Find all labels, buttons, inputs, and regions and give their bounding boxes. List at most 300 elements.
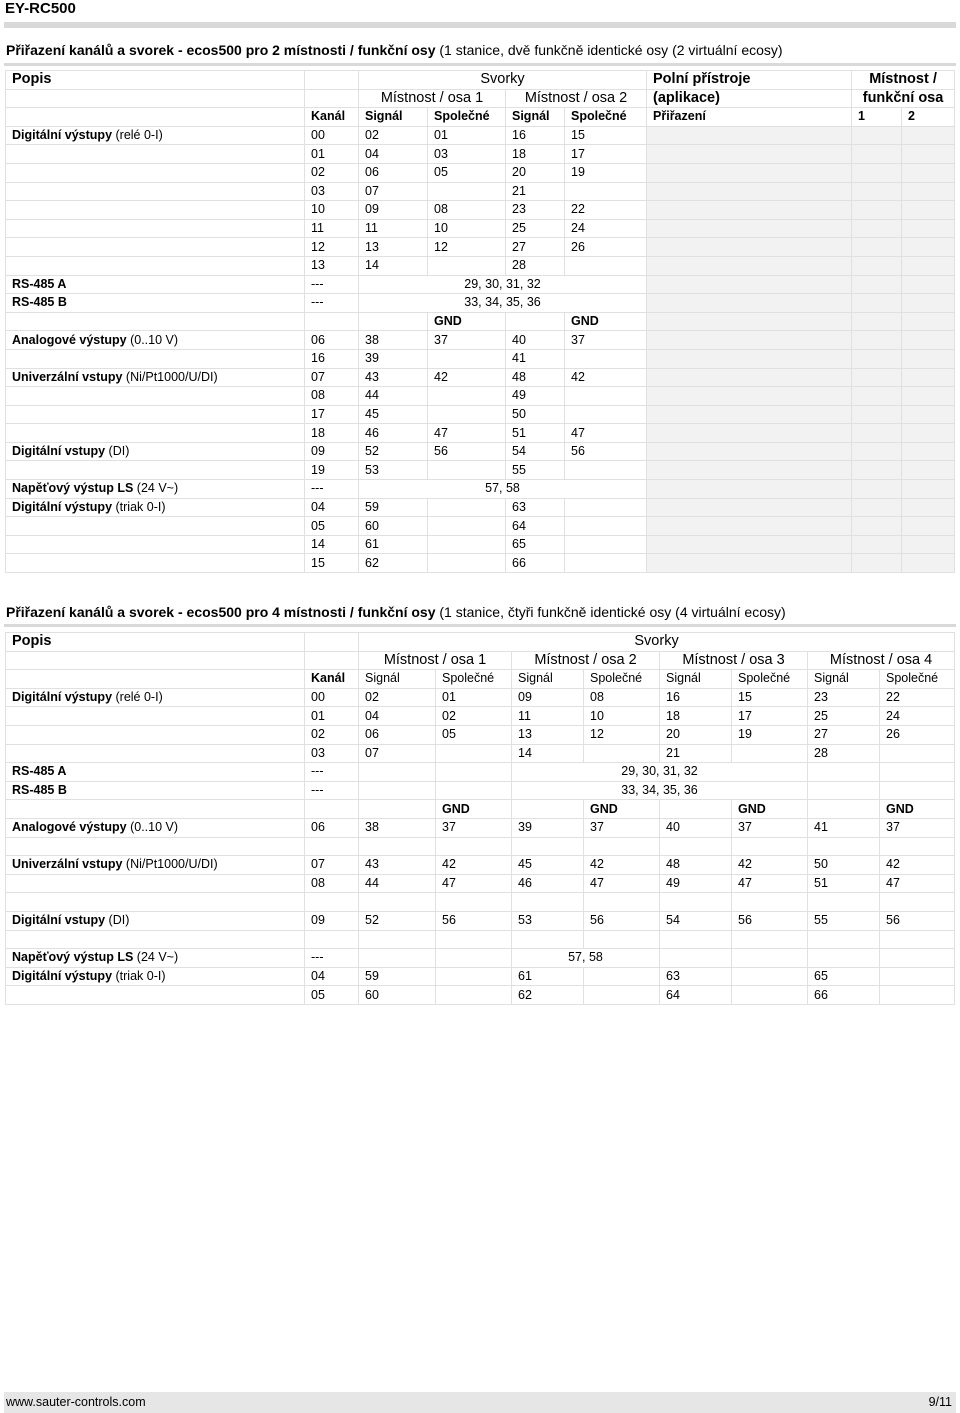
table-cell: [902, 256, 955, 275]
table-cell: 39: [512, 818, 584, 837]
table-cell: 07: [305, 856, 359, 875]
table-cell: [428, 387, 506, 406]
table-row: [6, 275, 955, 294]
table-cell: 12: [584, 725, 660, 744]
table-row: [6, 893, 955, 912]
row-label-main: Univerzální vstupy: [12, 857, 123, 872]
table-cell: 09: [305, 911, 359, 930]
table-cell: 08: [305, 874, 359, 893]
table-cell: 33, 34, 35, 36: [512, 781, 808, 800]
table-row: [6, 949, 955, 968]
table-cell: 56: [565, 442, 647, 461]
row-label: RS-485 A: [6, 275, 305, 294]
table-cell: 52: [359, 911, 436, 930]
row-label-detail: (relé 0-I): [112, 128, 163, 143]
table-cell: [852, 219, 902, 238]
table-row: [6, 554, 955, 573]
section2-title: Přiřazení kanálů a svorek - ecos500 pro 4 místnosti / funkční osy (1 stanice, čtyři funkčně identické osy (4 virtuální ecosy): [6, 604, 786, 620]
room1-header: Místnost / osa 1: [359, 89, 506, 108]
room1-header: Místnost / osa 1: [359, 651, 512, 670]
col-kanal: Kanál: [305, 108, 359, 127]
table-cell: 18: [506, 145, 565, 164]
table-cell: [647, 275, 852, 294]
table-cell: [808, 837, 880, 856]
row-label-main: Digitální výstupy: [12, 499, 113, 514]
table-cell: 43: [359, 368, 428, 387]
table-cell: 05: [436, 725, 512, 744]
col-signal: Signál: [512, 670, 584, 689]
table-row: [6, 535, 955, 554]
table-cell: [852, 498, 902, 517]
table-cell: 56: [436, 911, 512, 930]
table-cell: [852, 163, 902, 182]
table-cell: [6, 651, 305, 670]
table-cell: [647, 535, 852, 554]
footer-page-number: 9/11: [928, 1395, 952, 1409]
row-label-main: Digitální výstupy: [12, 128, 113, 143]
table-cell: [565, 182, 647, 201]
table-row: [6, 725, 955, 744]
table-cell: 06: [305, 331, 359, 350]
table-cell: 63: [660, 967, 732, 986]
table-cell: [565, 349, 647, 368]
table-cell: [359, 893, 436, 912]
table-cell: [565, 387, 647, 406]
gnd-label: GND: [584, 800, 660, 819]
header-row: [6, 633, 955, 652]
table-cell: 44: [359, 387, 428, 406]
row-label-detail: (24 V~): [133, 950, 179, 965]
table-cell: 42: [565, 368, 647, 387]
table-cell: 04: [359, 145, 428, 164]
section2-rule: [4, 624, 956, 627]
table-cell: [852, 424, 902, 443]
col-popis-header: Popis: [6, 633, 305, 652]
table-cell: [305, 651, 359, 670]
table-cell: [647, 312, 852, 331]
table-cell: 47: [880, 874, 955, 893]
col-spolecne: Společné: [880, 670, 955, 689]
table-cell: 60: [359, 517, 428, 536]
table-cell: 23: [808, 688, 880, 707]
row-label-detail: (24 V~): [133, 481, 179, 496]
table-cell: 14: [359, 256, 428, 275]
table-cell: 00: [305, 688, 359, 707]
table-cell: [808, 949, 880, 968]
row-label: [6, 498, 305, 517]
table-cell: 16: [660, 688, 732, 707]
table-cell: 28: [808, 744, 880, 763]
table-cell: 64: [660, 986, 732, 1005]
table-cell: 10: [305, 201, 359, 220]
table-cell: 52: [359, 442, 428, 461]
table-row: [6, 688, 955, 707]
table-cell: [852, 331, 902, 350]
table-cell: [902, 201, 955, 220]
row-label: [6, 442, 305, 461]
table-row: [6, 442, 955, 461]
table-cell: [6, 312, 305, 331]
col-kanal: Kanál: [305, 670, 359, 689]
table-cell: [6, 670, 305, 689]
table-cell: [6, 837, 305, 856]
table-cell: [880, 986, 955, 1005]
col-2: 2: [902, 108, 955, 127]
table-cell: 27: [506, 238, 565, 257]
row-label: [6, 461, 305, 480]
table-cell: 07: [359, 744, 436, 763]
table-cell: 08: [305, 387, 359, 406]
table-cell: 53: [512, 911, 584, 930]
table-cell: [584, 986, 660, 1005]
row-label-detail: (DI): [105, 444, 130, 459]
table-row: [6, 911, 955, 930]
table-cell: [852, 442, 902, 461]
table-cell: 51: [808, 874, 880, 893]
table-cell: [436, 930, 512, 949]
row-label: [6, 744, 305, 763]
table-cell: 27: [808, 725, 880, 744]
table-cell: 41: [506, 349, 565, 368]
table-cell: [852, 238, 902, 257]
table-cell: [512, 930, 584, 949]
table-2-rooms: [5, 70, 955, 573]
table-cell: [584, 967, 660, 986]
row-label-main: Napěťový výstup LS: [12, 950, 134, 965]
table-cell: [808, 930, 880, 949]
table-cell: [428, 498, 506, 517]
table-cell: 11: [359, 219, 428, 238]
table-cell: 45: [359, 405, 428, 424]
table-cell: [852, 405, 902, 424]
table-cell: 03: [305, 182, 359, 201]
header-row: [6, 651, 955, 670]
table-cell: 01: [305, 145, 359, 164]
table-cell: [852, 387, 902, 406]
table-cell: 02: [305, 725, 359, 744]
table-cell: [359, 781, 436, 800]
table-cell: [880, 949, 955, 968]
row-label: [6, 517, 305, 536]
row-label-detail: (Ni/Pt1000/U/DI): [122, 369, 218, 384]
table-cell: 16: [305, 349, 359, 368]
table-row: [6, 201, 955, 220]
table-cell: 11: [305, 219, 359, 238]
table-cell: 20: [660, 725, 732, 744]
table-cell: [880, 744, 955, 763]
row-label: [6, 911, 305, 930]
table-cell: 40: [660, 818, 732, 837]
table-cell: 10: [584, 707, 660, 726]
table-cell: [808, 763, 880, 782]
table-cell: 62: [359, 554, 428, 573]
table-cell: [647, 442, 852, 461]
table-cell: [880, 763, 955, 782]
table-cell: [428, 461, 506, 480]
table-cell: 16: [506, 126, 565, 145]
table-cell: 47: [436, 874, 512, 893]
col-spolecne: Společné: [584, 670, 660, 689]
table-cell: 19: [565, 163, 647, 182]
row-label-detail: (triak 0-I): [112, 968, 166, 983]
table-cell: 21: [506, 182, 565, 201]
table-cell: 56: [880, 911, 955, 930]
table-row: [6, 349, 955, 368]
table-cell: 14: [305, 535, 359, 554]
table-cell: [428, 182, 506, 201]
table-cell: 17: [565, 145, 647, 164]
row-label: [6, 424, 305, 443]
table-row: [6, 387, 955, 406]
room3-header: Místnost / osa 3: [660, 651, 808, 670]
table-cell: [305, 893, 359, 912]
table-cell: 46: [512, 874, 584, 893]
table-cell: 61: [359, 535, 428, 554]
table-cell: [647, 163, 852, 182]
table-cell: 37: [436, 818, 512, 837]
table-cell: [359, 312, 428, 331]
table-cell: ---: [305, 781, 359, 800]
table-cell: 54: [506, 442, 565, 461]
table-row: [6, 837, 955, 856]
table-cell: 06: [359, 725, 436, 744]
table-row: [6, 781, 955, 800]
section1-title: Přiřazení kanálů a svorek - ecos500 pro 2 místnosti / funkční osy (1 stanice, dvě funkčně identické osy (2 virtuální ecosy): [6, 42, 783, 58]
table-row: [6, 517, 955, 536]
table-cell: ---: [305, 275, 359, 294]
table-cell: [660, 800, 732, 819]
table-cell: 47: [584, 874, 660, 893]
table-cell: 06: [359, 163, 428, 182]
table-row: [6, 461, 955, 480]
row-label: [6, 818, 305, 837]
row-label: [6, 405, 305, 424]
table-cell: 55: [506, 461, 565, 480]
row-label: RS-485 B: [6, 294, 305, 313]
header-row: [6, 71, 955, 90]
table-cell: 04: [305, 967, 359, 986]
table-cell: [732, 930, 808, 949]
col-signal: Signál: [359, 670, 436, 689]
table-cell: [6, 893, 305, 912]
row-label: RS-485 A: [6, 763, 305, 782]
table-cell: 49: [506, 387, 565, 406]
row-label: [6, 201, 305, 220]
table-cell: [565, 405, 647, 424]
table-row: [6, 126, 955, 145]
table-cell: 47: [565, 424, 647, 443]
table-cell: ---: [305, 294, 359, 313]
table-row: [6, 707, 955, 726]
table-cell: [359, 763, 436, 782]
col-spolecne: Společné: [565, 108, 647, 127]
table-cell: [305, 89, 359, 108]
col-assign-header-2: funkční osa: [852, 89, 955, 108]
table-cell: [732, 893, 808, 912]
table-cell: [732, 744, 808, 763]
table-cell: 01: [305, 707, 359, 726]
table-cell: 47: [428, 424, 506, 443]
table-cell: 21: [660, 744, 732, 763]
col-signal: Signál: [506, 108, 565, 127]
table-cell: [565, 554, 647, 573]
table-cell: [902, 424, 955, 443]
table-cell: 59: [359, 498, 428, 517]
table-cell: ---: [305, 763, 359, 782]
row-label: [6, 986, 305, 1005]
table-cell: 62: [512, 986, 584, 1005]
table-cell: [902, 387, 955, 406]
table-row: [6, 498, 955, 517]
table-cell: 11: [512, 707, 584, 726]
room4-header: Místnost / osa 4: [808, 651, 955, 670]
table-cell: [852, 349, 902, 368]
table-cell: 26: [880, 725, 955, 744]
table-cell: [852, 368, 902, 387]
table-cell: 37: [584, 818, 660, 837]
row-label: [6, 368, 305, 387]
table-cell: [902, 368, 955, 387]
header-row: [6, 108, 955, 127]
table-row: [6, 967, 955, 986]
row-label: [6, 182, 305, 201]
table-cell: 12: [428, 238, 506, 257]
table-cell: 22: [565, 201, 647, 220]
table-cell: [359, 949, 436, 968]
table-cell: [852, 480, 902, 499]
table-cell: 54: [660, 911, 732, 930]
table-cell: [852, 294, 902, 313]
table-row: [6, 256, 955, 275]
table-cell: [584, 744, 660, 763]
table-row: [6, 405, 955, 424]
table-cell: 29, 30, 31, 32: [512, 763, 808, 782]
table-cell: 20: [506, 163, 565, 182]
table-row: [6, 331, 955, 350]
header-row: [6, 89, 955, 108]
table-cell: [647, 256, 852, 275]
row-label: [6, 219, 305, 238]
table-cell: [902, 442, 955, 461]
table-cell: 24: [565, 219, 647, 238]
table-cell: 49: [660, 874, 732, 893]
row-label: [6, 256, 305, 275]
row-label-main: Digitální vstupy: [12, 913, 106, 928]
table-cell: 18: [660, 707, 732, 726]
table-cell: [902, 219, 955, 238]
table-cell: [647, 238, 852, 257]
table-cell: [512, 893, 584, 912]
table-row: [6, 763, 955, 782]
table-cell: 42: [436, 856, 512, 875]
table-cell: 25: [506, 219, 565, 238]
row-label-main: Analogové výstupy: [12, 332, 127, 347]
table-cell: [647, 424, 852, 443]
table-cell: 23: [506, 201, 565, 220]
table-cell: 42: [880, 856, 955, 875]
col-svorky-header: Svorky: [359, 633, 955, 652]
table-cell: [647, 201, 852, 220]
table-cell: 09: [359, 201, 428, 220]
table-cell: 56: [584, 911, 660, 930]
table-cell: [305, 312, 359, 331]
table-cell: 24: [880, 707, 955, 726]
table-cell: 65: [808, 967, 880, 986]
table-cell: 66: [506, 554, 565, 573]
table-cell: [565, 535, 647, 554]
table-cell: [436, 837, 512, 856]
table-cell: [647, 331, 852, 350]
table-cell: [359, 837, 436, 856]
table-cell: [880, 781, 955, 800]
table-cell: 06: [305, 818, 359, 837]
table-cell: [852, 182, 902, 201]
table-cell: [565, 498, 647, 517]
table-cell: 02: [359, 688, 436, 707]
table-cell: [808, 800, 880, 819]
table-cell: [436, 967, 512, 986]
table-cell: [436, 893, 512, 912]
section1-rule: [4, 63, 956, 66]
table-cell: [902, 349, 955, 368]
table-cell: [647, 461, 852, 480]
table-cell: 42: [584, 856, 660, 875]
table-cell: 28: [506, 256, 565, 275]
table-cell: 05: [305, 986, 359, 1005]
table-cell: [808, 893, 880, 912]
table-cell: 56: [732, 911, 808, 930]
table-cell: 53: [359, 461, 428, 480]
row-label: [6, 387, 305, 406]
table-row: [6, 145, 955, 164]
table-cell: [880, 893, 955, 912]
room2-header: Místnost / osa 2: [512, 651, 660, 670]
row-label: [6, 145, 305, 164]
table-cell: 48: [506, 368, 565, 387]
table-row: [6, 744, 955, 763]
table-row: [6, 163, 955, 182]
table-cell: [565, 256, 647, 275]
table-cell: [732, 967, 808, 986]
header-rule: [4, 22, 956, 28]
table-cell: 08: [428, 201, 506, 220]
table-cell: 37: [732, 818, 808, 837]
table-cell: [852, 275, 902, 294]
table-cell: [647, 219, 852, 238]
room2-header: Místnost / osa 2: [506, 89, 647, 108]
table-cell: 39: [359, 349, 428, 368]
table-cell: [428, 535, 506, 554]
table-cell: [428, 256, 506, 275]
table-cell: [647, 145, 852, 164]
table-row: [6, 219, 955, 238]
table-cell: 43: [359, 856, 436, 875]
table-cell: 03: [428, 145, 506, 164]
table-cell: [359, 930, 436, 949]
table-cell: 08: [584, 688, 660, 707]
col-1: 1: [852, 108, 902, 127]
table-cell: [647, 498, 852, 517]
table-cell: 60: [359, 986, 436, 1005]
table-cell: 25: [808, 707, 880, 726]
table-cell: 37: [565, 331, 647, 350]
table-cell: 04: [305, 498, 359, 517]
table-cell: 05: [428, 163, 506, 182]
footer-url[interactable]: www.sauter-controls.com: [6, 1395, 146, 1409]
table-cell: [808, 781, 880, 800]
table-cell: [732, 949, 808, 968]
gnd-row: [6, 800, 955, 819]
